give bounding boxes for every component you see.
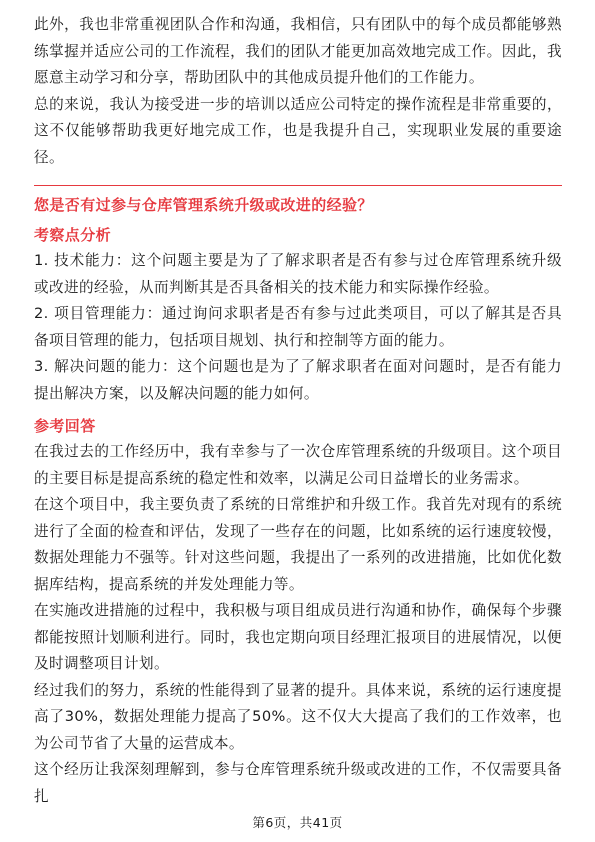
answer-paragraph: 在实施改进措施的过程中，我积极与项目组成员进行沟通和协作，确保每个步骤都能按照计划顺利进行。同时，我也定期向项目经理汇报项目的进展情况，以便及时调整项目计划。	[34, 602, 562, 672]
analysis-title: 考察点分析	[34, 226, 112, 244]
intro-paragraph: 此外，我也非常重视团队合作和沟通，我相信，只有团队中的每个成员都能够熟练掌握并适应公司的工作流程，我们的团队才能更加高效地完成工作。因此，我愿意主动学习和分享，帮助团队中的其他成员提升他们的工作能力。	[34, 16, 562, 86]
page-number: 第6页，共41页	[252, 815, 343, 830]
analysis-item: 1. 技术能力：这个问题主要是为了了解求职者是否有参与过仓库管理系统升级或改进的经验，从而判断其是否具备相关的技术能力和实际操作经验。	[34, 252, 562, 296]
answer-paragraph: 在这个项目中，我主要负责了系统的日常维护和升级工作。我首先对现有的系统进行了全面的检查和评估，发现了一些存在的问题，比如系统的运行速度较慢，数据处理能力不强等。针对这些问题，我提出了一系列的改进措施，比如优化数据库结构，提高系统的并发处理能力等。	[34, 496, 562, 593]
answer-paragraph: 在我过去的工作经历中，我有幸参与了一次仓库管理系统的升级项目。这个项目的主要目标是提高系统的稳定性和效率，以满足公司日益增长的业务需求。	[34, 443, 562, 487]
answer-paragraph: 这个经历让我深刻理解到，参与仓库管理系统升级或改进的工作，不仅需要具备扎	[34, 761, 562, 805]
answer-title: 参考回答	[34, 417, 96, 435]
analysis-item: 3. 解决问题的能力：这个问题也是为了了解求职者在面对问题时，是否有能力提出解决方案，以及解决问题的能力如何。	[34, 358, 562, 402]
analysis-item: 2. 项目管理能力：通过询问求职者是否有参与过此类项目，可以了解其是否具备项目管理的能力，包括项目规划、执行和控制等方面的能力。	[34, 305, 562, 349]
answer-paragraph: 经过我们的努力，系统的性能得到了显著的提升。具体来说，系统的运行速度提高了30%，数据处理能力提高了50%。这不仅大大提高了我们的工作效率，也为公司节省了大量的运营成本。	[34, 681, 562, 752]
intro-paragraph: 总的来说，我认为接受进一步的培训以适应公司特定的操作流程是非常重要的，这不仅能够帮助我更好地完成工作，也是我提升自己，实现职业发展的重要途径。	[34, 95, 562, 166]
section-divider	[34, 185, 562, 186]
question-heading: 您是否有过参与仓库管理系统升级或改进的经验？	[34, 196, 373, 214]
page-content	[34, 12, 562, 810]
